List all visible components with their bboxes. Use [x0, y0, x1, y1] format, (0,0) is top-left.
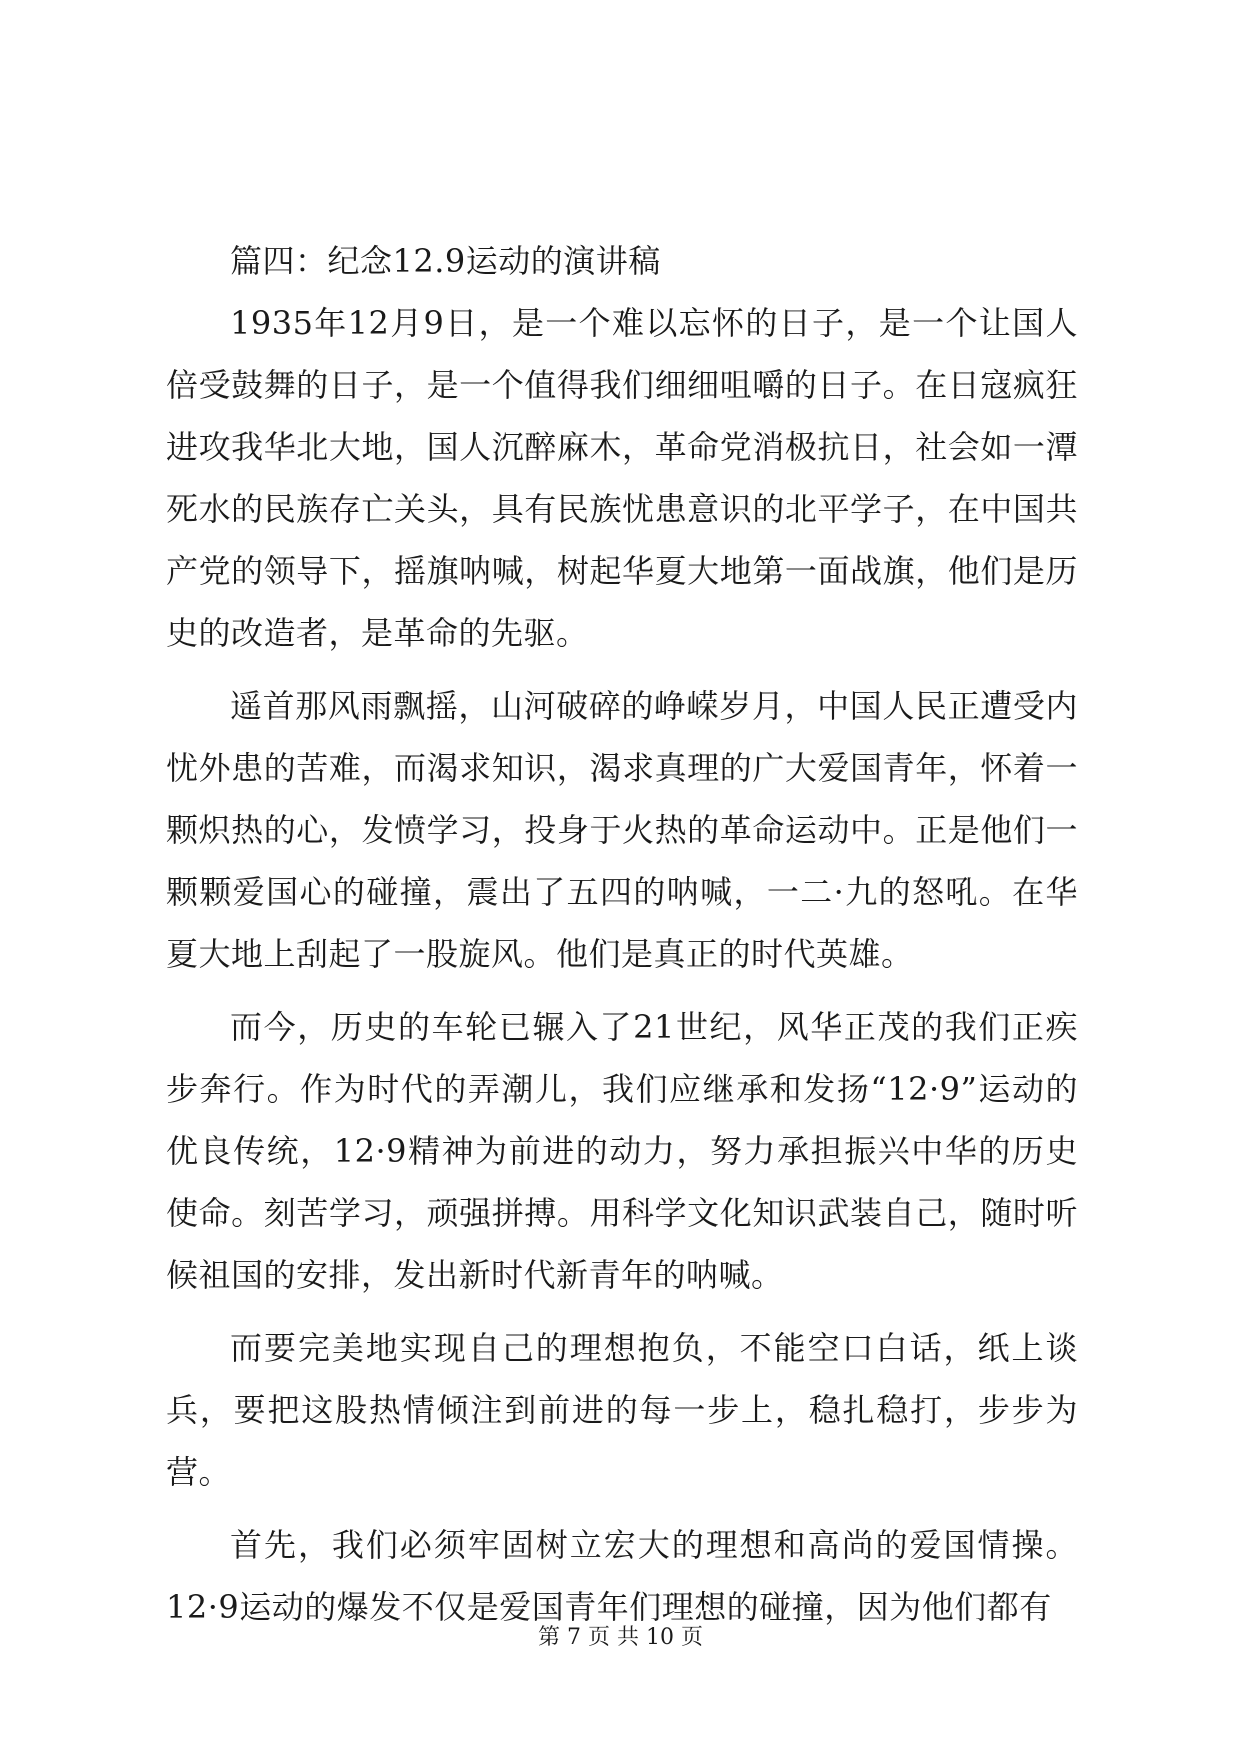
paragraph-4: 而要完美地实现自己的理想抱负，不能空口白话，纸上谈兵，要把这股热情倾注到前进的每一步上，稳扎稳打，步步为营。 — [166, 1329, 1078, 1491]
page-number-label: 第 7 页 共 10 页 — [538, 1625, 703, 1650]
paragraph-1: 1935年12月9日，是一个难以忘怀的日子，是一个让国人倍受鼓舞的日子，是一个值得我们细细咀嚼的日子。在日寇疯狂进攻我华北大地，国人沉醉麻木，革命党消极抗日，社会如一潭死水的民族存亡关头，具有民族忧患意识的北平学子，在中国共产党的领导下，摇旗呐喊，树起华夏大地第一面战旗，他们是历史的改造者，是革命的先驱。 — [166, 304, 1078, 652]
paragraph-2: 遥首那风雨飘摇，山河破碎的峥嵘岁月，中国人民正遭受内忧外患的苦难，而渴求知识，渴求真理的广大爱国青年，怀着一颗炽热的心，发愤学习，投身于火热的革命运动中。正是他们一颗颗爱国心的碰撞，震出了五四的呐喊，一二·九的怒吼。在华夏大地上刮起了一股旋风。他们是真正的时代英雄。 — [166, 687, 1078, 973]
document-body — [166, 230, 1078, 1638]
section-heading: 篇四：纪念12.9运动的演讲稿 — [230, 242, 661, 280]
paragraph-5: 首先，我们必须牢固树立宏大的理想和高尚的爱国情操。12·9运动的爆发不仅是爱国青年们理想的碰撞，因为他们都有 — [166, 1526, 1078, 1626]
page-footer — [0, 1620, 1241, 1651]
paragraph-3: 而今，历史的车轮已辗入了21世纪，风华正茂的我们正疾步奔行。作为时代的弄潮儿，我们应继承和发扬“12·9”运动的优良传统，12·9精神为前进的动力，努力承担振兴中华的历史使命。刻苦学习，顽强拼搏。用科学文化知识武装自己，随时听候祖国的安排，发出新时代新青年的呐喊。 — [166, 1008, 1078, 1294]
